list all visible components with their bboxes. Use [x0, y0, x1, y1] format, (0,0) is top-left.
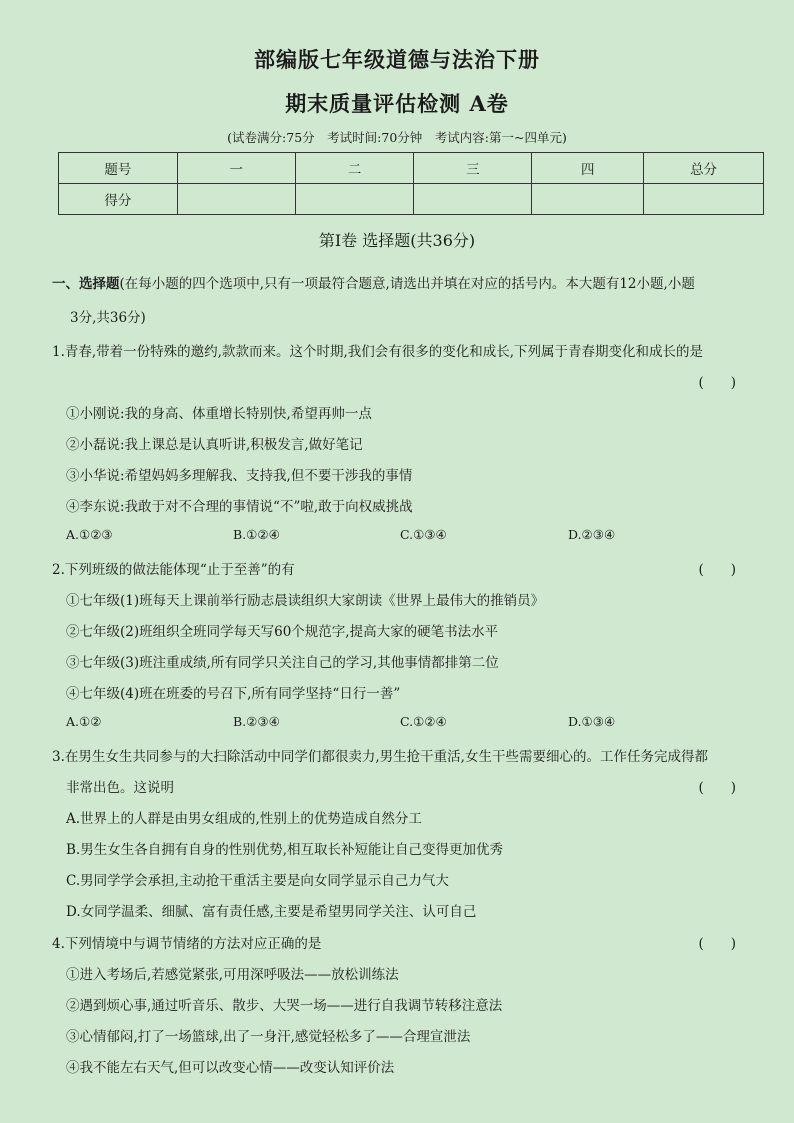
exam-subtitle: 期末质量评估检测 A卷	[285, 91, 509, 116]
question-item: ①七年级(1)班每天上课前举行励志晨读组织大家朗读《世界上最伟大的推销员》	[66, 593, 545, 609]
choice-option[interactable]: D.①③④	[568, 714, 616, 729]
score-table	[58, 152, 764, 215]
score-input-cell[interactable]	[295, 184, 414, 215]
score-input-cell[interactable]	[177, 184, 295, 215]
choice-option[interactable]: C.①②④	[400, 714, 447, 729]
choice-option[interactable]: B.①②④	[233, 527, 280, 542]
score-table-score-row	[59, 184, 764, 215]
question-item: ④李东说:我敢于对不合理的事情说“不”啦,敢于向权威挑战	[66, 499, 413, 515]
answer-paren[interactable]: ( )	[698, 780, 736, 796]
exam-info: (试卷满分:75分 考试时间:70分钟 考试内容:第一~四单元)	[227, 130, 567, 145]
choice-option[interactable]: B.男生女生各自拥有自身的性别优势,相互取长补短能让自己变得更加优秀	[66, 842, 504, 858]
question-item: ④我不能左右天气,但可以改变心情——改变认知评价法	[66, 1060, 395, 1076]
choice-option[interactable]: A.世界上的人群是由男女组成的,性别上的优势造成自然分工	[66, 811, 422, 827]
choice-option[interactable]: C.①③④	[400, 527, 447, 542]
section-instruction-cont: 3分,共36分)	[70, 310, 146, 326]
score-cell: 得分	[59, 184, 178, 215]
score-cell: 四	[532, 153, 644, 184]
question-item: ②七年级(2)班组织全班同学每天写60个规范字,提高大家的硬笔书法水平	[66, 624, 499, 640]
score-input-cell[interactable]	[532, 184, 644, 215]
question-1-stem: 1.青春,带着一份特殊的邀约,款款而来。这个时期,我们会有很多的变化和成长,下列属于青春期变化和成长的是	[52, 344, 704, 360]
question-item: ③心情郁闷,打了一场篮球,出了一身汗,感觉轻松多了——合理宣泄法	[66, 1029, 471, 1045]
question-3-stem-cont: 非常出色。这说明	[66, 780, 174, 796]
exam-title: 部编版七年级道德与法治下册	[254, 47, 540, 72]
question-3-stem: 3.在男生女生共同参与的大扫除活动中同学们都很卖力,男生抢干重活,女生干些需要细心的。工作任务完成得都	[52, 749, 708, 765]
question-item: ③七年级(3)班注重成绩,所有同学只关注自己的学习,其他事情都排第二位	[66, 655, 499, 671]
section-heading: 一、选择题	[52, 276, 120, 292]
part-title: 第Ⅰ卷 选择题(共36分)	[318, 231, 476, 250]
question-4-stem: 4.下列情境中与调节情绪的方法对应正确的是	[52, 936, 322, 952]
score-cell: 一	[177, 153, 295, 184]
choice-option[interactable]: C.男同学学会承担,主动抢干重活主要是向女同学显示自己力气大	[66, 873, 449, 889]
choice-option[interactable]: A.①②	[66, 714, 102, 729]
question-item: ①小刚说:我的身高、体重增长特别快,希望再帅一点	[66, 406, 372, 422]
choice-option[interactable]: D.②③④	[568, 527, 616, 542]
score-input-cell[interactable]	[644, 184, 764, 215]
score-cell: 二	[295, 153, 414, 184]
question-item: ②遇到烦心事,通过听音乐、散步、大哭一场——进行自我调节转移注意法	[66, 998, 503, 1014]
score-cell: 三	[414, 153, 532, 184]
question-item: ④七年级(4)班在班委的号召下,所有同学坚持“日行一善”	[66, 686, 401, 702]
score-cell: 题号	[59, 153, 178, 184]
score-cell: 总分	[644, 153, 764, 184]
question-item: ①进入考场后,若感觉紧张,可用深呼吸法——放松训练法	[66, 967, 399, 983]
section-instruction: (在每小题的四个选项中,只有一项最符合题意,请选出并填在对应的括号内。本大题有12小题,小题	[119, 276, 695, 292]
score-table-header-row	[59, 153, 764, 184]
question-item: ②小磊说:我上课总是认真听讲,积极发言,做好笔记	[66, 437, 363, 453]
answer-paren[interactable]: ( )	[698, 936, 736, 952]
choice-option[interactable]: D.女同学温柔、细腻、富有责任感,主要是希望男同学关注、认可自己	[66, 904, 477, 920]
answer-paren[interactable]: ( )	[698, 562, 736, 578]
choice-option[interactable]: B.②③④	[233, 714, 280, 729]
question-item: ③小华说:希望妈妈多理解我、支持我,但不要干涉我的事情	[66, 468, 413, 484]
score-input-cell[interactable]	[414, 184, 532, 215]
answer-paren[interactable]: ( )	[698, 375, 736, 391]
section-heading-line	[52, 272, 695, 292]
question-2-stem: 2.下列班级的做法能体现“止于至善”的有	[52, 562, 295, 578]
choice-option[interactable]: A.①②③	[66, 527, 113, 542]
